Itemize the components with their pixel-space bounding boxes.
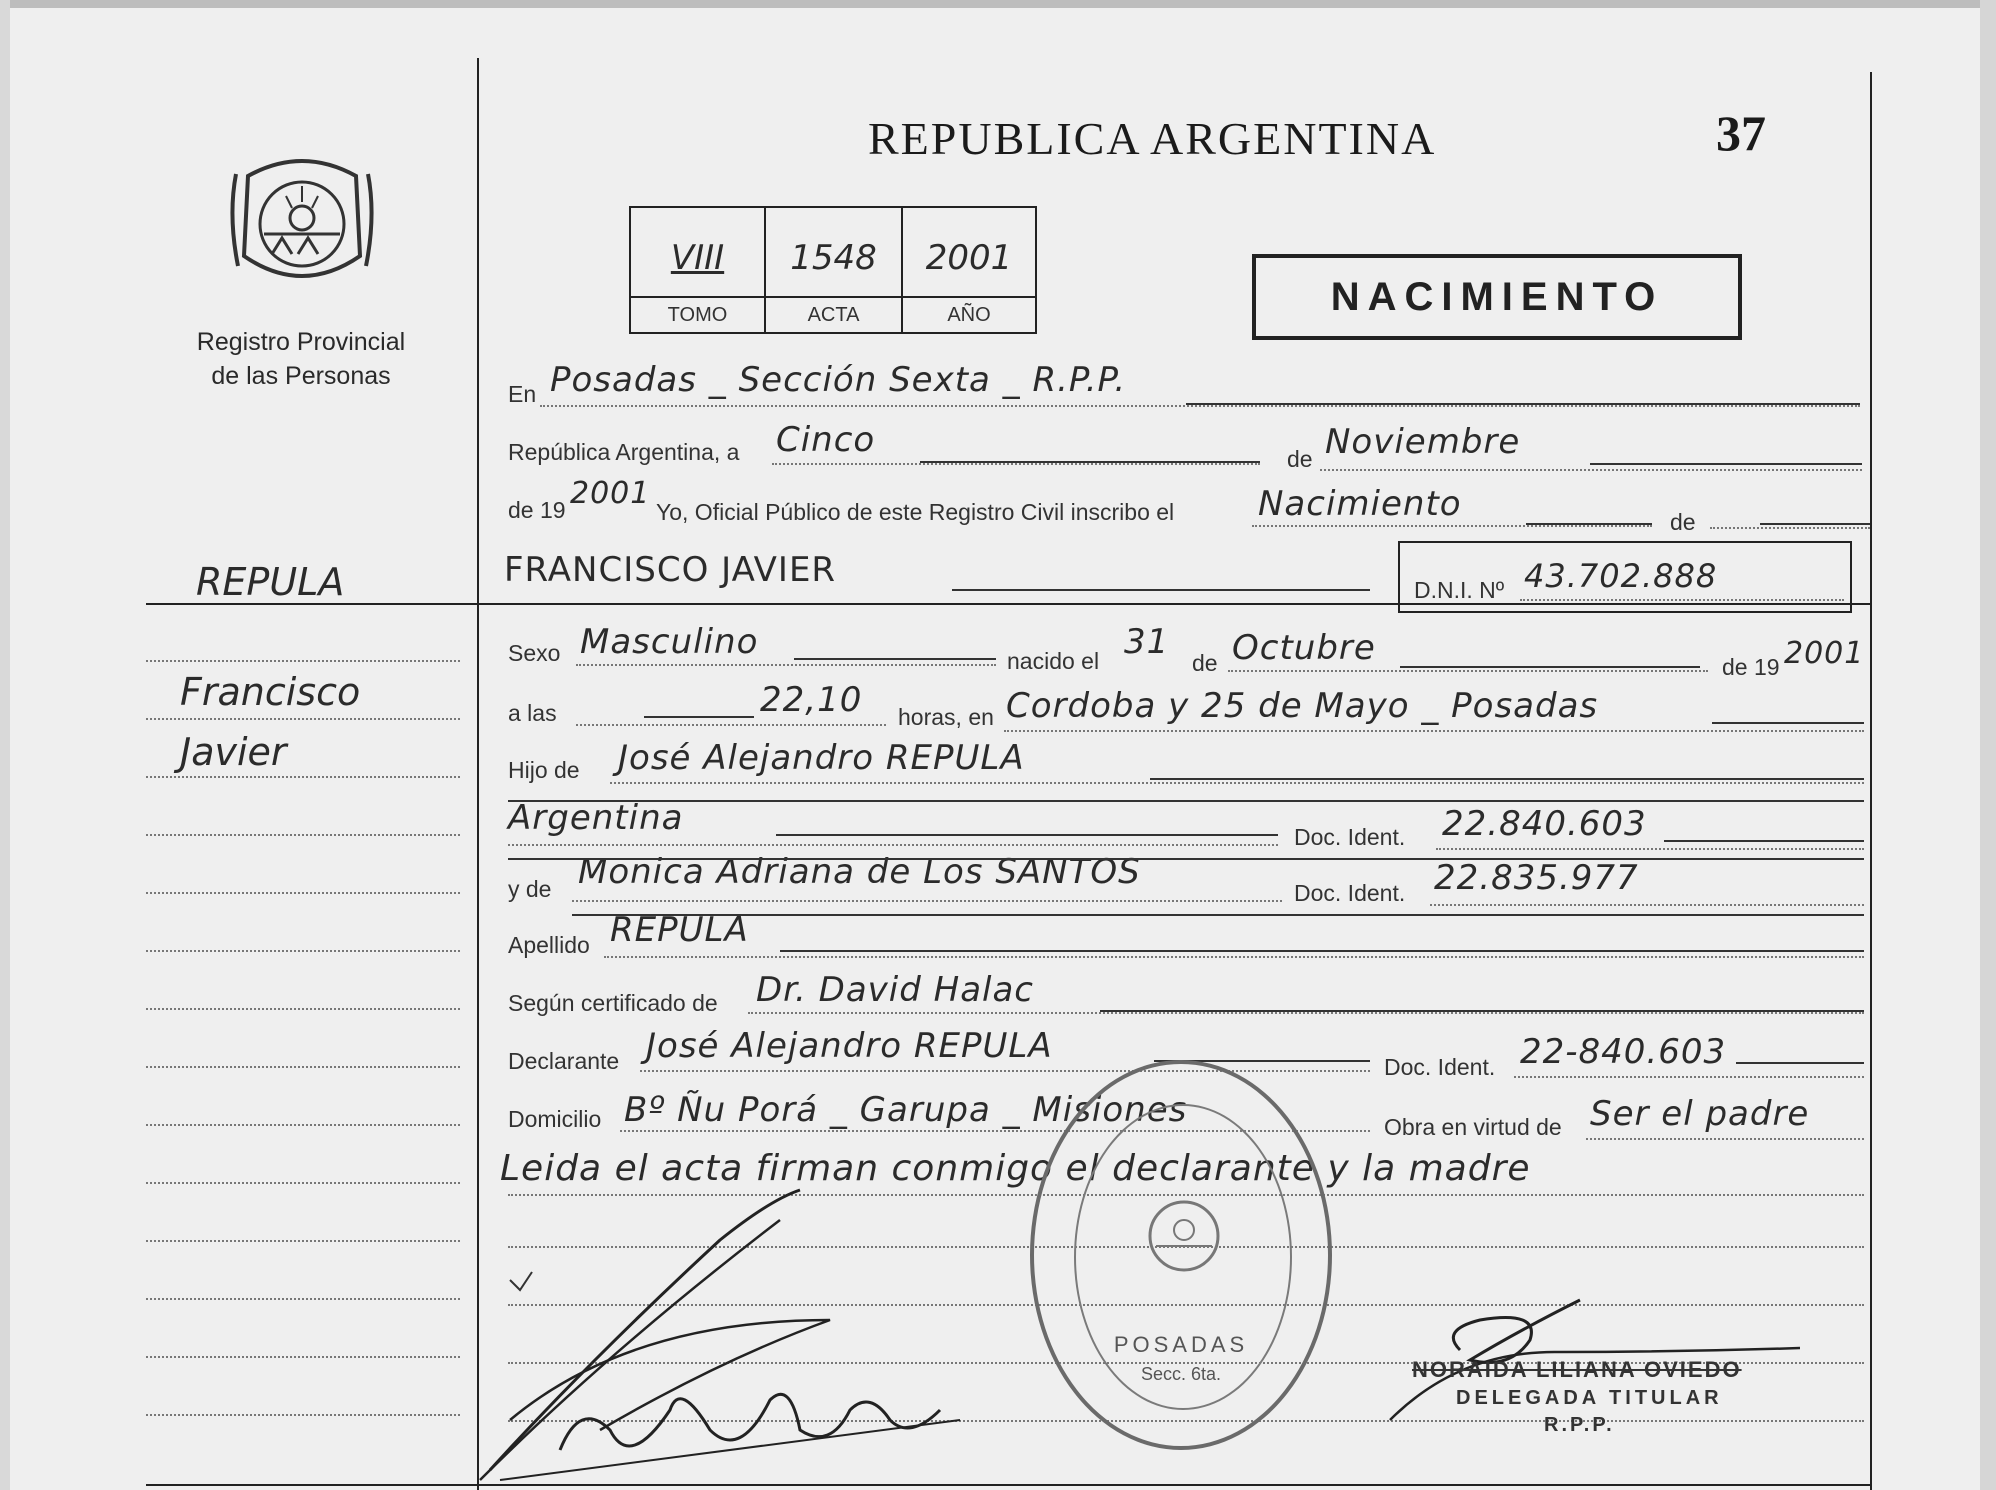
misiones-seal-icon (228, 146, 376, 296)
dotted-line (1430, 904, 1864, 906)
father-nationality: Argentina (508, 798, 684, 838)
mother-doc: 22.835.977 (1434, 858, 1639, 898)
solid-line (1526, 523, 1652, 525)
bottom-rule-line (146, 1484, 1870, 1486)
solid-line (1664, 840, 1864, 842)
father-name: José Alejandro REPULA (618, 738, 1025, 778)
solid-line (644, 716, 754, 718)
acta-label: ACTA (766, 296, 901, 332)
margin-dotted-line (146, 1124, 460, 1126)
republica-label: República Argentina, a (508, 439, 740, 465)
solid-line (1736, 1062, 1864, 1064)
solid-line (1712, 722, 1864, 724)
solid-line (794, 658, 996, 660)
yde-label: y de (508, 876, 552, 902)
tomo-value: VIII (670, 238, 725, 278)
dni-label: D.N.I. Nº (1414, 577, 1505, 603)
solid-line (776, 834, 1278, 836)
doc-ident-label-declarante: Doc. Ident. (1384, 1054, 1496, 1080)
nacido-label: nacido el (1007, 648, 1100, 674)
margin-given-name-2: Javier (180, 730, 287, 774)
tomo-cell (629, 206, 766, 334)
dotted-line (576, 724, 886, 726)
solid-line (1400, 666, 1700, 668)
margin-dotted-line (146, 718, 460, 720)
dotted-line (1520, 599, 1844, 601)
de-label-4: de (1192, 650, 1218, 676)
margin-dotted-line (146, 1414, 460, 1416)
dotted-line (640, 1070, 1370, 1072)
registration-day: Cinco (776, 420, 876, 460)
dotted-line (1586, 1138, 1864, 1140)
place-of-registration: Posadas _ Sección Sexta _ R.P.P. (550, 360, 1127, 400)
page-number: 37 (1716, 105, 1766, 161)
domicilio-label: Domicilio (508, 1106, 602, 1132)
registry-name-line2: de las Personas (211, 362, 391, 390)
solid-line (508, 800, 1864, 802)
registry-name-line1: Registro Provincial (196, 328, 406, 356)
solid-line (1100, 1010, 1864, 1012)
act-type-box: NACIMIENTO (1252, 254, 1742, 340)
de-19-label-birth: de 19 (1722, 654, 1780, 680)
alas-label: a las (508, 700, 557, 726)
official-name: NORAIDA LILIANA OVIEDO (1412, 1357, 1742, 1382)
dotted-line (1436, 848, 1864, 850)
yo-label: Yo, Oficial Público de este Registro Civil inscribo el (656, 499, 1175, 525)
margin-dotted-line (146, 950, 460, 952)
dotted-line (1710, 527, 1870, 529)
solid-line (508, 858, 1864, 860)
margin-dotted-line (146, 660, 460, 662)
dotted-line (576, 664, 996, 666)
ano-cell (901, 206, 1037, 334)
stamp-section: Secc. 6ta. (1140, 1364, 1222, 1384)
birth-month: Octubre (1232, 628, 1376, 668)
acta-cell (764, 206, 903, 334)
dotted-line (772, 463, 1260, 465)
margin-dotted-line (146, 1182, 460, 1184)
margin-dotted-line (146, 834, 460, 836)
solid-line (1150, 778, 1864, 780)
solid-line (1590, 463, 1862, 465)
margin-dotted-line (146, 1298, 460, 1300)
horas-label: horas, en (898, 704, 994, 730)
acta-value: 1548 (790, 238, 877, 278)
declarante-value: José Alejandro REPULA (646, 1026, 1053, 1066)
dotted-line (610, 782, 1864, 784)
ano-value: 2001 (925, 238, 1013, 278)
solid-line (952, 589, 1370, 591)
doc-ident-label-father: Doc. Ident. (1294, 824, 1406, 850)
dotted-line (1004, 730, 1864, 732)
apellido-value: REPULA (610, 910, 749, 950)
birth-year: 2001 (1784, 636, 1865, 671)
dotted-line (748, 1012, 1864, 1014)
birth-place: Cordoba y 25 de Mayo _ Posadas (1006, 686, 1599, 726)
father-doc: 22.840.603 (1442, 804, 1647, 844)
hijo-label: Hijo de (508, 757, 580, 783)
dotted-line (604, 956, 1864, 958)
dni-box (1398, 541, 1852, 613)
dotted-line (1228, 670, 1708, 672)
dotted-line (1514, 1076, 1864, 1078)
de-label-3: de (1670, 509, 1696, 535)
solid-line (1760, 523, 1870, 525)
registration-month: Noviembre (1325, 422, 1521, 462)
margin-dotted-line (146, 1066, 460, 1068)
sexo-value: Masculino (580, 622, 759, 662)
margin-dotted-line (146, 892, 460, 894)
solid-line (572, 914, 1864, 916)
declarante-doc: 22-840.603 (1520, 1032, 1727, 1072)
margin-dotted-line (146, 1240, 460, 1242)
page-right-edge (1980, 0, 1996, 1490)
en-label: En (508, 381, 537, 407)
stamp-emblem-icon (1142, 1194, 1226, 1278)
official-role: DELEGADA TITULAR (1456, 1387, 1723, 1409)
certificado-value: Dr. David Halac (756, 970, 1035, 1010)
registration-year: 2001 (570, 476, 651, 511)
tomo-label: TOMO (631, 296, 764, 332)
right-border-line (1870, 72, 1872, 1490)
solid-line (1186, 403, 1860, 405)
margin-given-name-1: Francisco (180, 670, 361, 714)
margin-dotted-line (146, 1008, 460, 1010)
margin-surname: REPULA (196, 560, 345, 604)
child-full-name: FRANCISCO JAVIER (504, 550, 837, 590)
official-stamp (1030, 1060, 1332, 1450)
mother-name: Monica Adriana de Los SANTOS (578, 852, 1141, 892)
page-top-edge (0, 0, 1996, 8)
doc-ident-label-mother: Doc. Ident. (1294, 880, 1406, 906)
country-title: REPUBLICA ARGENTINA (868, 113, 1437, 164)
solid-line (780, 950, 1864, 952)
obra-value: Ser el padre (1590, 1094, 1810, 1134)
margin-dotted-line (146, 776, 460, 778)
dotted-line (1252, 525, 1652, 527)
dotted-line (508, 844, 1278, 846)
de-label-1: de (1287, 446, 1313, 472)
dotted-line (572, 900, 1282, 902)
inscribed-act: Nacimiento (1258, 484, 1462, 524)
margin-dotted-line (146, 1356, 460, 1358)
ano-label: AÑO (903, 296, 1035, 332)
page-left-edge (0, 0, 10, 1490)
closing-statement: Leida el acta firman conmigo el declarante y la madre (500, 1148, 1531, 1189)
sexo-label: Sexo (508, 640, 561, 666)
declarante-label: Declarante (508, 1048, 620, 1074)
dni-value: 43.702.888 (1524, 557, 1718, 595)
dotted-line (540, 405, 1860, 407)
declarant-signature-icon (470, 1180, 970, 1490)
stamp-city: POSADAS (1113, 1332, 1249, 1357)
de-19-label: de 19 (508, 497, 566, 523)
official-office: R.P.P. (1544, 1414, 1615, 1436)
solid-line (920, 461, 1260, 463)
domicilio-value: Bº Ñu Porá _ Garupa _ Misiones (624, 1090, 1188, 1130)
apellido-label: Apellido (508, 932, 590, 958)
dotted-line (1320, 469, 1862, 471)
birth-day: 31 (1124, 622, 1170, 662)
birth-time: 22,10 (760, 680, 863, 720)
obra-label: Obra en virtud de (1384, 1114, 1562, 1140)
certificado-label: Según certificado de (508, 990, 718, 1016)
